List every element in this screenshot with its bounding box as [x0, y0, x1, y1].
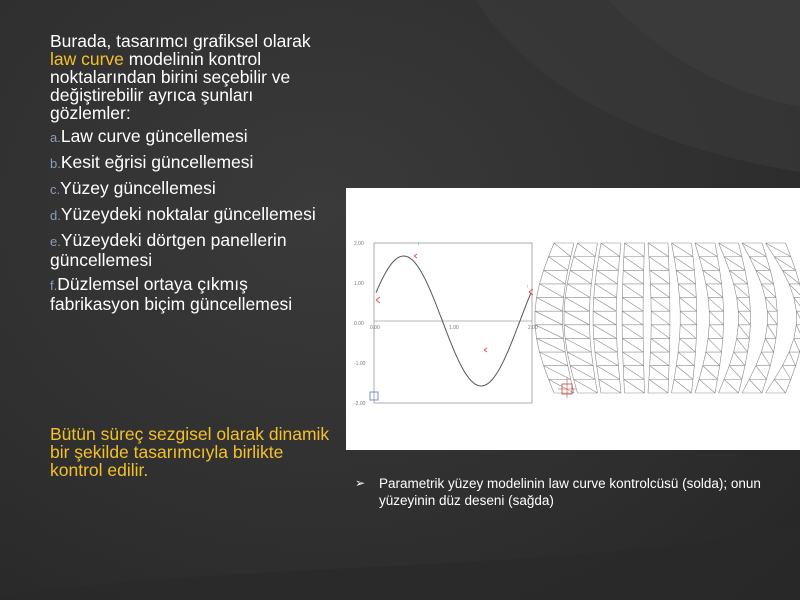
- svg-text:↑: ↑: [417, 242, 420, 248]
- pattern-strip: [742, 243, 777, 393]
- figure-image: [346, 188, 800, 450]
- x-tick-label: 2.00: [528, 325, 538, 331]
- list-item: [50, 275, 330, 313]
- pattern-strip: [648, 243, 670, 393]
- list-item-text: Kesit eğrisi güncellemesi: [60, 152, 254, 172]
- pattern-strip: [593, 243, 621, 393]
- figure-drawing: [346, 188, 800, 450]
- list-item: [50, 231, 330, 269]
- list-item-text: Düzlemsel ortaya çıkmış fabrikasyon biçim güncellemesi: [50, 274, 293, 314]
- update-list: [50, 127, 330, 313]
- list-item-text: Law curve güncellemesi: [60, 126, 248, 146]
- y-tick-label: -1.00: [354, 361, 366, 367]
- pattern-strip: [622, 243, 644, 393]
- pattern-strip: [535, 243, 574, 393]
- intro-text-end: modelinin kontrol noktalarından birini seçebilir ve değiştirebilir ayrıca şunları gözlemler:: [50, 49, 291, 123]
- list-item-text: Yüzey güncellemesi: [60, 178, 216, 198]
- list-marker: a.: [50, 130, 61, 145]
- pattern-strip: [672, 243, 697, 393]
- x-tick-label: 0.00: [370, 325, 380, 331]
- main-text-block: [50, 32, 330, 319]
- list-marker: c.: [50, 182, 61, 197]
- list-item-text: Yüzeydeki noktalar güncellemesi: [60, 204, 316, 224]
- y-tick-label: 0.00: [354, 321, 364, 327]
- intro-highlight: law curve: [50, 49, 124, 69]
- y-tick-label: 2.00: [354, 241, 364, 247]
- list-marker: e.: [50, 234, 61, 249]
- list-item: [50, 179, 330, 199]
- figure-caption: [355, 475, 795, 509]
- summary-text: Bütün süreç sezgisel olarak dinamik bir şekilde tasarımcıyla birlikte kontrol edilir.: [50, 424, 330, 480]
- plot-frame: [374, 243, 532, 403]
- list-marker: b.: [50, 156, 61, 171]
- list-item-text: Yüzeydeki dörtgen panellerin güncellemesi: [50, 230, 287, 270]
- intro-text: Burada, tasarımcı grafiksel olarak: [50, 31, 311, 51]
- law-curve-plot: [354, 241, 538, 407]
- pattern-origin-marker: [558, 378, 576, 398]
- flat-pattern: [535, 243, 800, 393]
- list-item: [50, 127, 330, 147]
- intro-paragraph: [50, 32, 330, 122]
- arrow-bullet-icon: ➢: [355, 476, 366, 490]
- list-item: [50, 153, 330, 173]
- pattern-strip: [695, 243, 724, 393]
- caption-text: Parametrik yüzey modelinin law curve kontrolcüsü (solda); onun yüzeyinin düz deseni (sağda): [379, 476, 761, 508]
- list-marker: f.: [50, 278, 58, 293]
- list-marker: d.: [50, 208, 61, 223]
- list-item: [50, 205, 330, 225]
- pattern-strip: [766, 243, 800, 393]
- x-tick-label: 1.00: [449, 325, 459, 331]
- svg-text:↑: ↑: [526, 284, 529, 290]
- y-tick-label: -2.00: [354, 401, 366, 407]
- y-tick-label: 1.00: [354, 281, 364, 287]
